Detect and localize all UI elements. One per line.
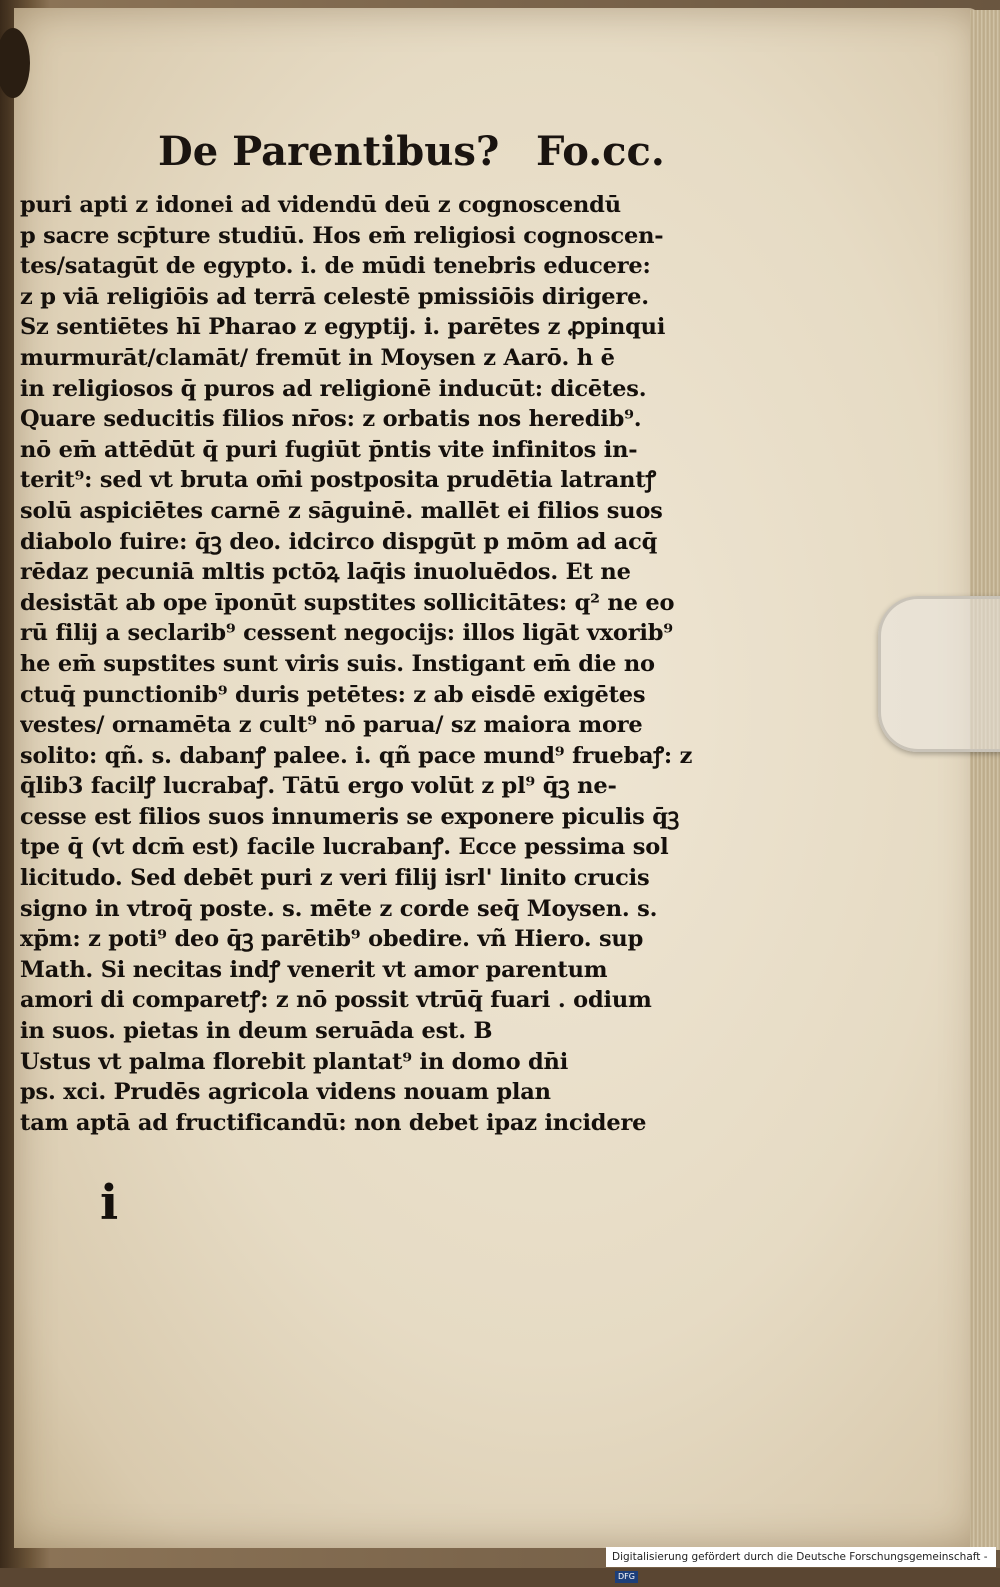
text-line: solū aspiciētes carnē z sāguinē. mallēt ei filios suos (20, 497, 663, 524)
text-line: Math. Si necitas indꝭ venerit vt amor parentum (20, 956, 608, 983)
text-line: diabolo fuire: q̄ꝫ deo. idcirco dispgūt p mōm ad acq̄ (20, 528, 658, 555)
text-line: q̄lib3 facilꝭ lucrabaꝭ. Tātū ergo volūt z pl⁹ q̄ꝫ ne- (20, 773, 617, 800)
text-line: vestes/ ornamēta z cult⁹ nō parua/ sz maiora more (20, 712, 643, 739)
text-line: tes/satagūt de egypto. i. de mūdi tenebris educere: (20, 253, 651, 280)
text-line: tam aptā ad fructificandū: non debet ipaz incidere (20, 1109, 647, 1136)
body-text (20, 190, 750, 1138)
header-title: De Parentibus? (158, 128, 500, 175)
page-clip (878, 596, 1000, 752)
drop-cap: i (100, 1175, 119, 1231)
text-line: Ustus vt palma florebit plantat⁹ in domo dn̄i (20, 1048, 569, 1075)
footer-credit (606, 1547, 996, 1581)
text-line: puri apti z idonei ad videndū deū z cognoscendū (20, 192, 621, 218)
text-line: tpe q̄ (vt dcm̄ est) facile lucrabanꝭ. Ecce pessima sol (20, 834, 669, 861)
page-edges (970, 10, 1000, 1550)
text-line: he em̄ supstites sunt viris suis. Instigant em̄ die no (20, 650, 655, 677)
text-line: z p viā religiōis ad terrā celestē pmissiōis dirigere. (20, 283, 649, 310)
text-line: xp̄m: z poti⁹ deo q̄ꝫ parētib⁹ obedire. vñ Hiero. sup (20, 926, 644, 953)
text-line: nō em̄ attēdūt q̄ puri fugiūt p̄ntis vite infinitos in- (20, 436, 638, 463)
text-line: solito: qñ. s. dabanꝭ palee. i. qñ pace mund⁹ fruebaꝭ: z (20, 742, 693, 769)
text-line: desistāt ab ope īponūt supstites sollicitātes: q² ne eo (20, 589, 675, 616)
text-line: p sacre scp̄ture studiū. Hos em̄ religiosi cognoscen- (20, 222, 664, 249)
text-line: murmurāt/clamāt/ fremūt in Moysen z Aarō. h ē (20, 344, 615, 371)
text-line: Quare seducitis filios nr̄os: z orbatis nos heredib⁹. (20, 406, 642, 433)
show-through-watermark (210, 70, 770, 130)
text-line: in suos. pietas in deum seruāda est. B (20, 1018, 493, 1045)
text-line: ps. xci. Prudēs agricola videns nouam plan (20, 1079, 551, 1106)
folio-number: Fo.cc. (536, 128, 665, 175)
text-line: cesse est filios suos innumeris se exponere piculis q̄ꝫ (20, 803, 680, 830)
dfg-logo-icon: DFG (615, 1571, 638, 1583)
running-header (158, 128, 718, 184)
text-line: rū filij a seclarib⁹ cessent negocijs: illos ligāt vxorib⁹ (20, 620, 673, 647)
text-line: ctuq̄ punctionib⁹ duris petētes: z ab eisdē exigētes (20, 681, 646, 708)
footer-text: Digitalisierung gefördert durch die Deutsche Forschungsgemeinschaft - (612, 1551, 988, 1563)
text-line: rēdaz pecuniā mltis pctōꝝ laq̄is inuoluēdos. Et ne (20, 559, 631, 586)
binding-ring (0, 28, 30, 98)
text-line: signo in vtroq̄ poste. s. mēte z corde seq̄ Moysen. s. (20, 895, 658, 922)
text-line: terit⁹: sed vt bruta om̄i postposita prudētia latrantꝭ (20, 467, 656, 494)
text-line: amori di comparetꝭ: z nō possit vtrūq̄ fuari . odium (20, 987, 652, 1014)
text-line: licitudo. Sed debēt puri z veri filij isrl' linito crucis (20, 865, 650, 892)
text-line: in religiosos q̄ puros ad religionē inducūt: dicētes. (20, 375, 647, 402)
text-line: Sz sentiētes hī Pharao z egyptij. i. parētes z ꝓpinqui (20, 314, 666, 341)
